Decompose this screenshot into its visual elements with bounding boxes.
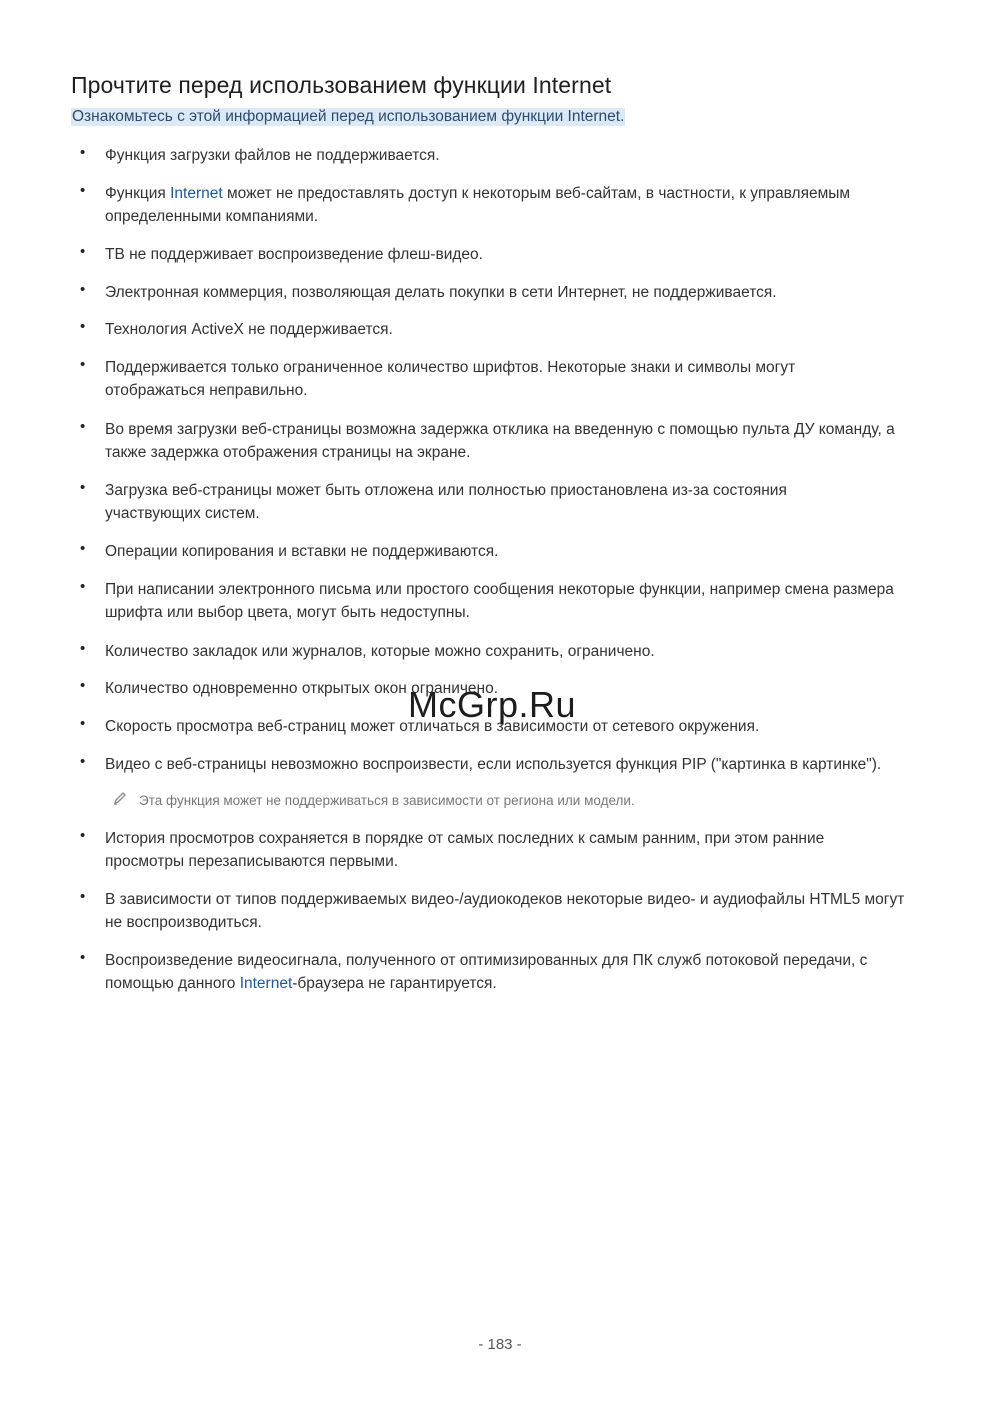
bullet: • [80,479,86,496]
pencil-icon [113,791,129,808]
list-item: ТВ не поддерживает воспроизведение флеш-видео. [105,246,483,263]
bullet: • [80,949,86,966]
intro-text: Ознакомьтесь с этой информацией перед использованием функции Internet. [72,108,625,125]
list-item: Скорость просмотра веб-страниц может отличаться в зависимости от сетевого окружения. [105,718,760,735]
bullet: • [80,318,86,335]
note-text: Эта функция может не поддерживаться в зависимости от региона или модели. [139,793,635,808]
bullet: • [80,827,86,844]
bullet: • [80,418,86,435]
page-title: Прочтите перед использованием функции Internet [71,72,612,98]
bullet: • [80,144,86,161]
bullet: • [80,640,86,657]
list-item: Количество одновременно открытых окон ограничено. [105,680,499,697]
list-item: Воспроизведение видеосигнала, полученного от оптимизированных для ПК служб потоковой передачи, с помощью данного Internet-браузера не гарантируется. [105,952,868,992]
bullet: • [80,356,86,373]
list-item: Электронная коммерция, позволяющая делать покупки в сети Интернет, не поддерживается. [105,284,777,301]
list-item: Функция загрузки файлов не поддерживается. [105,147,440,164]
bullet: • [80,578,86,595]
bullet: • [80,715,86,732]
list-item: При написании электронного письма или простого сообщения некоторые функции, например смена размера шрифта или выбор цвета, могут быть недоступны. [105,581,894,621]
watermark: McGrp.Ru [408,684,577,725]
list-item: Видео с веб-страницы невозможно воспроизвести, если используется функция PIP ("картинка в картинке"). [105,756,882,773]
list-item: Технология ActiveX не поддерживается. [105,321,393,338]
list-item: Количество закладок или журналов, которые можно сохранить, ограничено. [105,643,655,660]
internet-link[interactable]: Internet [239,975,293,992]
bullet: • [80,677,86,694]
bullet: • [80,281,86,298]
list-item: Операции копирования и вставки не поддерживаются. [105,543,499,560]
bullet: • [80,753,86,770]
list-item: Функция Internet может не предоставлять доступ к некоторым веб-сайтам, в частности, к управляемым определенными компаниями. [105,185,851,225]
list-item: Во время загрузки веб-страницы возможна задержка отклика на введенную с помощью пульта ДУ команду, а также задержка отображения страницы на экране. [105,421,895,461]
page-number: - 183 - [478,1336,522,1353]
list-item: История просмотров сохраняется в порядке от самых последних к самым ранним, при этом ранние просмотры перезаписываются первыми. [105,830,825,870]
internet-link[interactable]: Internet [170,185,223,202]
list-item: Поддерживается только ограниченное количество шрифтов. Некоторые знаки и символы могут отображаться неправильно. [105,359,796,399]
note [113,791,635,808]
list-item: В зависимости от типов поддерживаемых видео-/аудиокодеков некоторые видео- и аудиофайлы HTML5 могут не воспроизводиться. [105,891,905,931]
bullet: • [80,182,86,199]
bullet: • [80,243,86,260]
bullet: • [80,888,86,905]
list-item: Загрузка веб-страницы может быть отложена или полностью приостановлена из-за состояния участвующих систем. [105,482,787,522]
bullet: • [80,540,86,557]
